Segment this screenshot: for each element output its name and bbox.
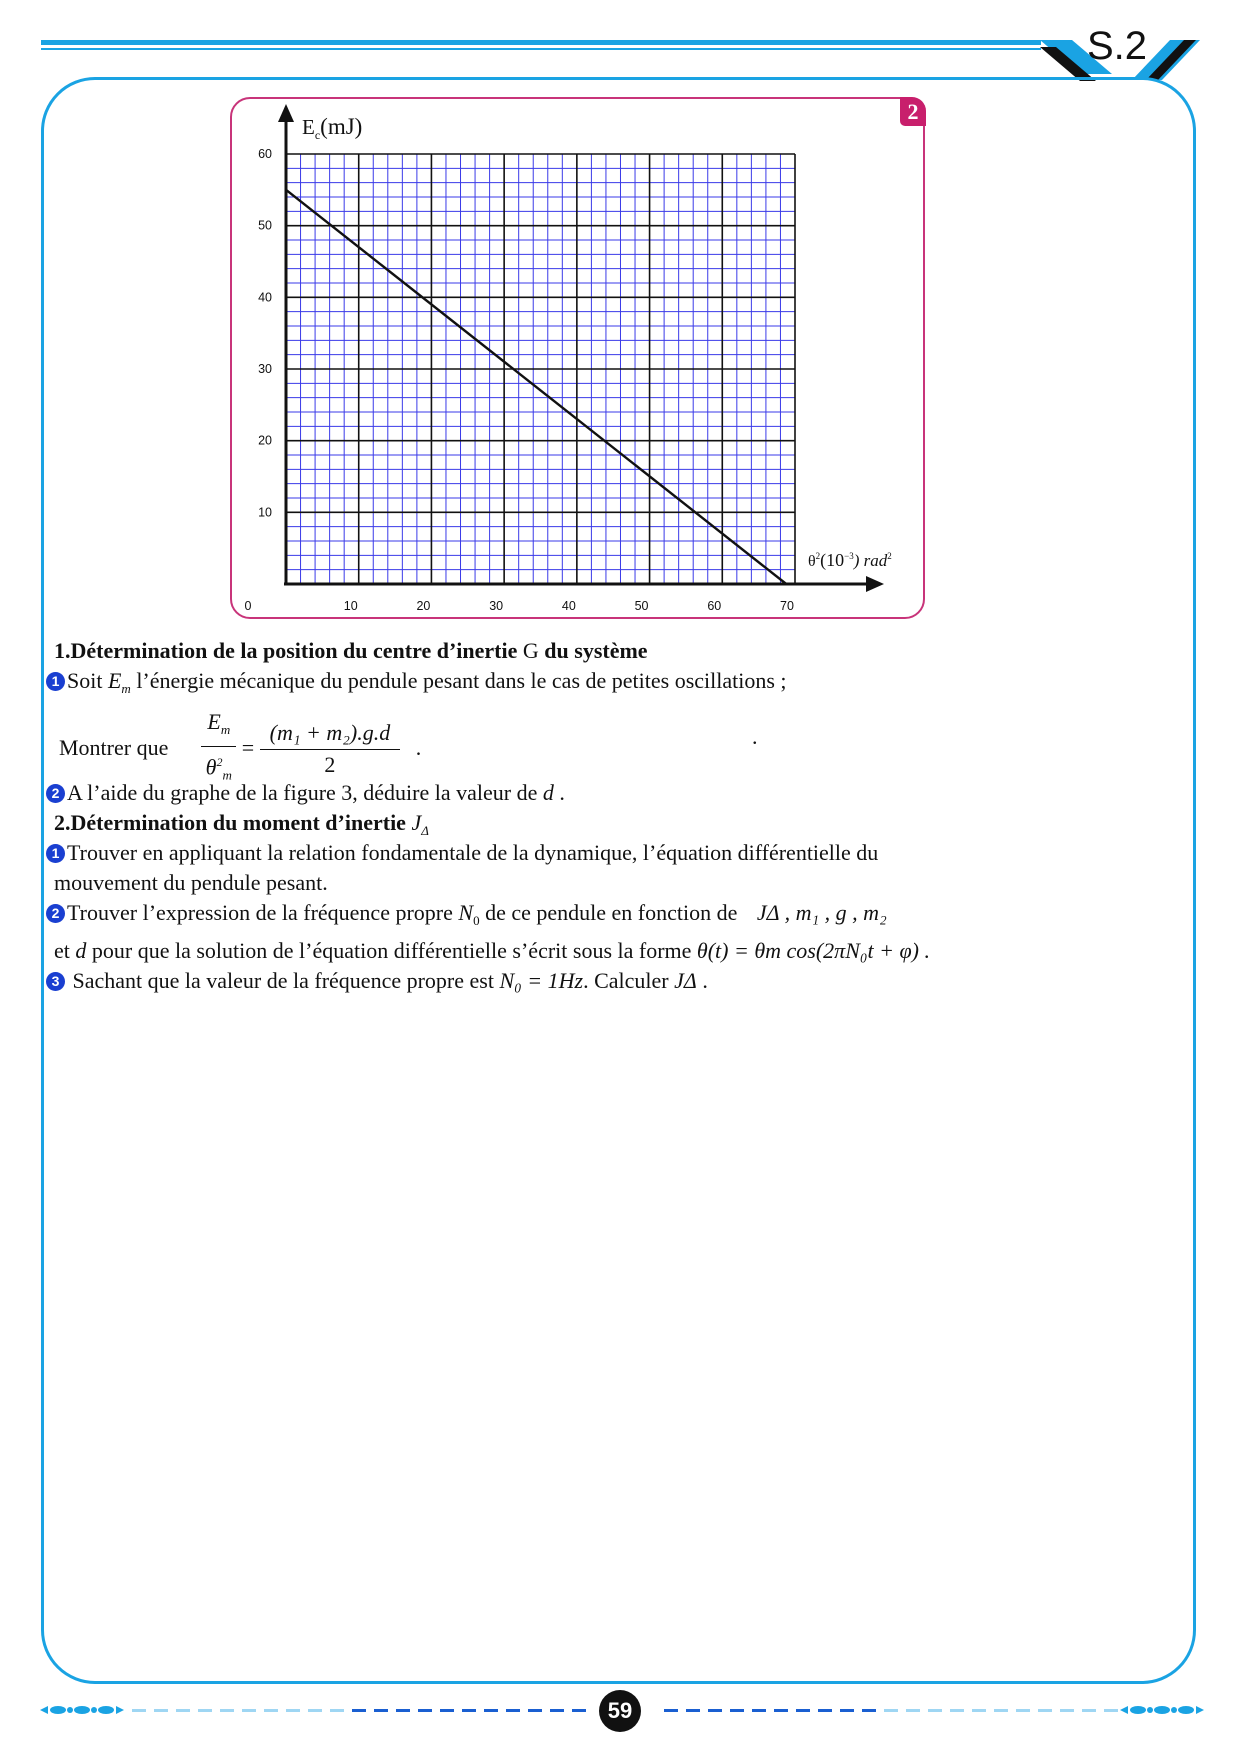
page-number: 59: [599, 1690, 641, 1732]
footer-dash: [198, 1709, 212, 1712]
footer-dash: [418, 1709, 432, 1712]
x-axis-arrow: [866, 576, 884, 592]
section-label: S.2: [1087, 24, 1148, 68]
footer-dash: [462, 1709, 476, 1712]
footer-dash: [550, 1709, 564, 1712]
part1-question-2: 2 A l’aide du graphe de la figure 3, déduire la valeur de d .: [46, 778, 565, 808]
footer-dash: [308, 1709, 322, 1712]
series-line: [286, 190, 786, 584]
footer-dash: [220, 1709, 234, 1712]
x-axis-title: $\theta^2(10^{-3})$ rad$^2$: [808, 550, 892, 570]
x-tick-label: 20: [416, 599, 431, 613]
y-tick-label: 40: [258, 290, 272, 305]
y-axis-title: $E_c(mJ)$: [302, 114, 363, 142]
fraction-em-theta: $\frac{E_m}{\theta^2_m}$: [201, 706, 236, 790]
footer-dash: [686, 1709, 700, 1712]
footer-dash: [440, 1709, 454, 1712]
chart-series: [286, 190, 786, 584]
footer-dash: [572, 1709, 586, 1712]
footer-dash: [862, 1709, 876, 1712]
question-number-badge: 2: [46, 784, 65, 803]
y-axis-arrow: [278, 104, 294, 122]
footer-dash: [774, 1709, 788, 1712]
footer-dash: [752, 1709, 766, 1712]
part2-question-3: 3 Sachant que la valeur de la fréquence propre est N₀ = 1Hz. Calculer JΔ .: [46, 966, 708, 996]
part1-question-1: 1 Soit $E_m$ l’énergie mécanique du pendule pesant dans le cas de petites oscillations ;: [46, 666, 787, 704]
footer-dash: [396, 1709, 410, 1712]
footer-dash: [906, 1709, 920, 1712]
part1-formula-line: Montrer que $\frac{E_m}{\theta^2_m}$ = $\frac{\text{(m₁ + m₂).g.d}}{2}$ . .: [59, 706, 421, 768]
chart-tick-labels: [245, 147, 794, 613]
x-tick-label: 60: [707, 599, 722, 613]
footer-dash: [1038, 1709, 1052, 1712]
x-tick-label: 70: [780, 599, 794, 613]
footer-dash: [154, 1709, 168, 1712]
footer-dash: [132, 1709, 146, 1712]
y-tick-label: 50: [258, 218, 272, 233]
footer-dash: [1060, 1709, 1074, 1712]
part2-question-2: 2 Trouver l’expression de la fréquence propre $N_0$ de ce pendule en fonction de JΔ , m₁ , g , m₂: [46, 898, 887, 936]
x-tick-label: 50: [634, 599, 649, 613]
question-number-badge: 2: [46, 904, 65, 923]
footer-dash: [286, 1709, 300, 1712]
footer-dash: [484, 1709, 498, 1712]
footer-dash: [730, 1709, 744, 1712]
y-tick-label: 30: [258, 362, 272, 376]
footer-dash: [1104, 1709, 1118, 1712]
footer-dash: [972, 1709, 986, 1712]
x-tick-label: 30: [489, 599, 504, 613]
part2-question-2-cont: et d pour que la solution de l’équation différentielle s’écrit sous la forme θ(t) = θm cos(2πN₀t + φ) .: [54, 938, 930, 963]
footer-dash: [708, 1709, 722, 1712]
footer-dash: [796, 1709, 810, 1712]
footer-dash: [242, 1709, 256, 1712]
footer-dash: [264, 1709, 278, 1712]
footer-dash: [1082, 1709, 1096, 1712]
footer-dash: [950, 1709, 964, 1712]
y-tick-label: 20: [258, 433, 272, 448]
question-number-badge: 3: [46, 972, 65, 991]
part2-question-1: 1 Trouver en appliquant la relation fondamentale de la dynamique, l’équation différentielle du: [46, 838, 878, 868]
footer-dash: [928, 1709, 942, 1712]
footer-dash: [176, 1709, 190, 1712]
x-tick-label: 40: [561, 599, 576, 613]
footer-dash: [352, 1709, 366, 1712]
chart-major-grid: [286, 154, 795, 584]
part1-title: 1.Détermination de la position du centre d’inertie G du système: [54, 638, 648, 663]
y-tick-label: 60: [258, 147, 272, 161]
energy-chart: [0, 0, 1240, 660]
figure-badge: 2: [900, 97, 926, 126]
footer-dash: [840, 1709, 854, 1712]
x-tick-label: 0: [244, 599, 252, 613]
fraction-masses: $\frac{\text{(m₁ + m₂).g.d}}{2}$: [260, 717, 401, 780]
footer-dash: [330, 1709, 344, 1712]
footer-dash: [1016, 1709, 1030, 1712]
footer-dash: [664, 1709, 678, 1712]
part2-question-1-cont: mouvement du pendule pesant.: [54, 870, 328, 895]
footer-dash: [884, 1709, 898, 1712]
part2-title: 2.Détermination du moment d’inertie $J_\Delta$: [54, 810, 429, 838]
footer-dash: [374, 1709, 388, 1712]
footer-dash: [818, 1709, 832, 1712]
question-number-badge: 1: [46, 672, 65, 691]
y-tick-label: 10: [258, 505, 272, 520]
footer-dash: [994, 1709, 1008, 1712]
x-tick-label: 10: [343, 599, 358, 613]
footer-dash: [506, 1709, 520, 1712]
footer-dash: [528, 1709, 542, 1712]
question-number-badge: 1: [46, 844, 65, 863]
chart-axes: [278, 104, 884, 592]
